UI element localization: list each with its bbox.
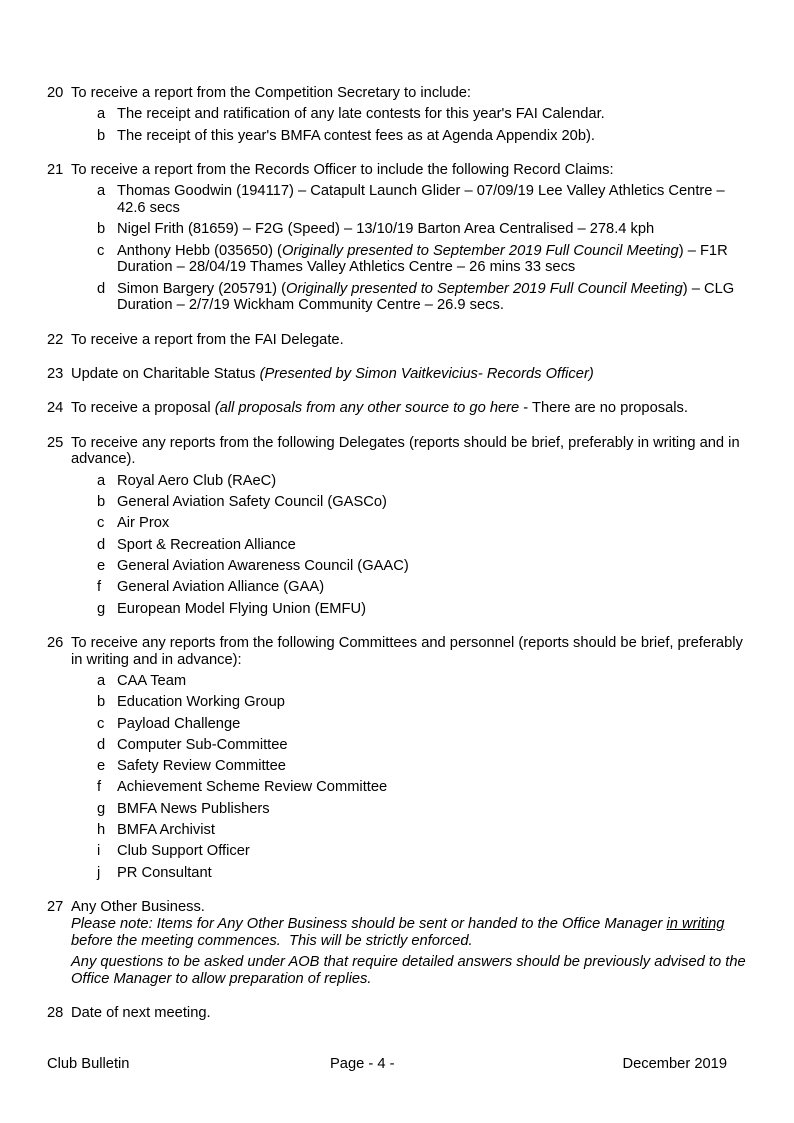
subitem (97, 515, 747, 532)
item-body (71, 435, 747, 622)
text-run: The receipt of this year's BMFA contest fees as at Agenda Appendix 20b). (117, 127, 595, 144)
footer-doc-title: Club Bulletin (47, 1056, 130, 1072)
item-text (71, 366, 747, 383)
subitem (97, 716, 747, 733)
text-run: Club Support Officer (117, 843, 250, 860)
item-number: 23 (47, 366, 64, 383)
text-run: The receipt and ratification of any late contests for this year's FAI Calendar. (117, 106, 605, 123)
subitem-text (117, 243, 747, 277)
subitem-text (117, 694, 747, 711)
subitem-letter: d (97, 536, 106, 553)
subitem (97, 243, 747, 277)
subitem-letter: a (97, 183, 106, 200)
item-number: 28 (47, 1005, 64, 1022)
subitem-letter: a (97, 472, 106, 489)
subitem (97, 843, 747, 860)
subitem-text (117, 537, 747, 554)
item-body (71, 85, 747, 149)
text-run: General Aviation Awareness Council (GAAC) (117, 557, 409, 574)
subitem-letter: f (97, 579, 102, 596)
text-run: Royal Aero Club (RAeC) (117, 472, 277, 489)
text-run: Sport & Recreation Alliance (117, 536, 296, 553)
subitem-letter: i (97, 843, 101, 860)
item-number: 25 (47, 434, 64, 451)
item-text (71, 635, 747, 669)
text-run: in writing (666, 916, 725, 933)
text-run: General Aviation Safety Council (GASCo) (117, 494, 387, 511)
subitem-letter: a (97, 672, 106, 689)
item-text (71, 400, 747, 417)
text-run: General Aviation Alliance (GAA) (117, 579, 325, 596)
subitem-text (117, 758, 747, 775)
text-run: Any Other Business. (71, 898, 205, 915)
subitem (97, 106, 747, 123)
subitem-text (117, 128, 747, 145)
item-number: 24 (47, 400, 64, 417)
text-run: - There are no proposals. (519, 400, 688, 417)
item-number: 20 (47, 85, 64, 101)
text-run: Originally presented to September 2019 Full Council Meeting (286, 280, 683, 297)
subitem-letter: b (97, 494, 106, 511)
subitem-letter: e (97, 758, 106, 775)
text-run: (Presented by Simon Vaitkevicius- Records Officer) (259, 366, 594, 383)
text-run: ) – F1R Duration – 28/04/19 Thames Valley Athletics Centre – 26 mins 33 secs (117, 242, 728, 276)
text-run: To receive a report from the FAI Delegate. (71, 331, 344, 348)
agenda-item (47, 635, 747, 886)
text-run: Simon Bargery (205791) ( (117, 280, 286, 297)
text-run: Update on Charitable Status (71, 366, 260, 383)
subitem-letter: a (97, 106, 106, 123)
text-run: before the meeting commences. This will be strictly enforced. (71, 932, 473, 949)
item-body (71, 366, 747, 387)
subitem-letter: d (97, 280, 106, 297)
text-run: Nigel Frith (81659) – F2G (Speed) – 13/10/19 Barton Area Centralised – 278.4 kph (117, 221, 655, 238)
subitem (97, 473, 747, 490)
subitem (97, 221, 747, 238)
subitem-text (117, 737, 747, 754)
text-run: Education Working Group (117, 694, 285, 711)
text-run: CAA Team (117, 672, 187, 689)
item-body (71, 332, 747, 353)
text-run: Safety Review Committee (117, 758, 286, 775)
subitem (97, 801, 747, 818)
item-text (71, 899, 747, 916)
subitem-letter: d (97, 736, 106, 753)
subitem (97, 758, 747, 775)
subitem-letter: g (97, 800, 106, 817)
subitem-text (117, 822, 747, 839)
subitem-letter: c (97, 515, 105, 532)
subitem-text (117, 716, 747, 733)
text-run: Thomas Goodwin (194117) – Catapult Launch Glider – 07/09/19 Lee Valley Athletics Centre – 42.6 secs (117, 183, 725, 216)
item-text (71, 162, 747, 179)
subitem-letter: j (97, 864, 101, 881)
subitem (97, 865, 747, 882)
item-number: 27 (47, 898, 64, 915)
text-run: European Model Flying Union (EMFU) (117, 600, 366, 617)
item-number: 22 (47, 331, 64, 348)
subitem (97, 558, 747, 575)
text-run: BMFA Archivist (117, 822, 215, 838)
text-run: Achievement Scheme Review Committee (117, 779, 388, 796)
subitem-letter: c (97, 242, 105, 259)
subitem-text (117, 801, 747, 818)
subitem-letter: b (97, 694, 106, 711)
subitem (97, 601, 747, 618)
subitem (97, 494, 747, 511)
text-run: Any questions to be asked under AOB that require detailed answers should be previously advised to the Office Manager to allow preparation of replies. (71, 954, 746, 988)
subitem (97, 183, 747, 217)
item-body (71, 899, 747, 992)
subitem (97, 128, 747, 145)
note-paragraph (71, 916, 747, 950)
subitem (97, 737, 747, 754)
item-text (71, 332, 747, 349)
agenda-item (47, 899, 747, 992)
agenda-item (47, 332, 747, 353)
text-run: Date of next meeting. (71, 1005, 211, 1022)
subitem-text (117, 865, 747, 882)
subitem (97, 281, 747, 315)
item-body (71, 162, 747, 319)
text-run: To receive a proposal (71, 400, 215, 417)
subitem-letter: e (97, 557, 106, 574)
subitem-text (117, 558, 747, 575)
agenda-list (47, 85, 747, 1027)
text-run: BMFA News Publishers (117, 800, 270, 817)
agenda-item (47, 162, 747, 319)
agenda-item (47, 400, 747, 421)
item-text (71, 435, 747, 469)
subitem-letter: b (97, 221, 106, 238)
text-run: Please note: Items for Any Other Business should be sent or handed to the Office Manager (71, 916, 667, 933)
subitem-text (117, 183, 747, 217)
subitem-letter: f (97, 779, 102, 796)
subitem-letter: h (97, 822, 106, 838)
subitem (97, 779, 747, 796)
note-paragraph (71, 954, 747, 988)
subitem-text (117, 779, 747, 796)
item-body (71, 400, 747, 421)
text-run: Payload Challenge (117, 715, 241, 732)
subitem-letter: c (97, 715, 105, 732)
subitem (97, 822, 747, 839)
subitem-text (117, 106, 747, 123)
item-text (71, 85, 747, 102)
subitem-text (117, 673, 747, 690)
subitem-text (117, 601, 747, 618)
agenda-item (47, 435, 747, 622)
footer-page-number: Page - 4 - (330, 1056, 395, 1072)
subitem (97, 579, 747, 596)
text-run: Air Prox (117, 515, 170, 532)
text-run: To receive a report from the Records Officer to include the following Record Claims: (71, 161, 614, 178)
text-run: (all proposals from any other source to go here (214, 400, 520, 417)
item-text (71, 1005, 747, 1022)
text-run: PR Consultant (117, 864, 212, 881)
subitem-text (117, 281, 747, 315)
text-run: Anthony Hebb (035650) ( (117, 242, 282, 259)
agenda-item (47, 366, 747, 387)
page-footer (0, 1056, 794, 1073)
subitem (97, 537, 747, 554)
item-body (71, 635, 747, 886)
text-run: Computer Sub-Committee (117, 736, 288, 753)
subitem-text (117, 843, 747, 860)
text-run: To receive any reports from the following Committees and personnel (reports should be brief, preferably in writing and in advance): (71, 634, 743, 668)
subitem-text (117, 221, 747, 238)
agenda-item (47, 85, 747, 149)
text-run: ) – CLG Duration – 2/7/19 Wickham Community Centre – 26.9 secs. (117, 280, 735, 314)
item-number: 26 (47, 634, 64, 651)
subitem-text (117, 494, 747, 511)
subitem-letter: b (97, 127, 106, 144)
subitem-letter: g (97, 600, 106, 617)
subitem-text (117, 515, 747, 532)
subitem-text (117, 579, 747, 596)
agenda-item (47, 1005, 747, 1026)
subitem-text (117, 473, 747, 490)
subitem (97, 694, 747, 711)
item-number: 21 (47, 161, 64, 178)
text-run: To receive any reports from the following Delegates (reports should be brief, preferably in writing and in advance). (71, 434, 740, 468)
item-body (71, 1005, 747, 1026)
footer-date: December 2019 (622, 1056, 727, 1072)
subitem (97, 673, 747, 690)
text-run: To receive a report from the Competition Secretary to include: (71, 85, 472, 101)
text-run: Originally presented to September 2019 Full Council Meeting (281, 242, 679, 259)
